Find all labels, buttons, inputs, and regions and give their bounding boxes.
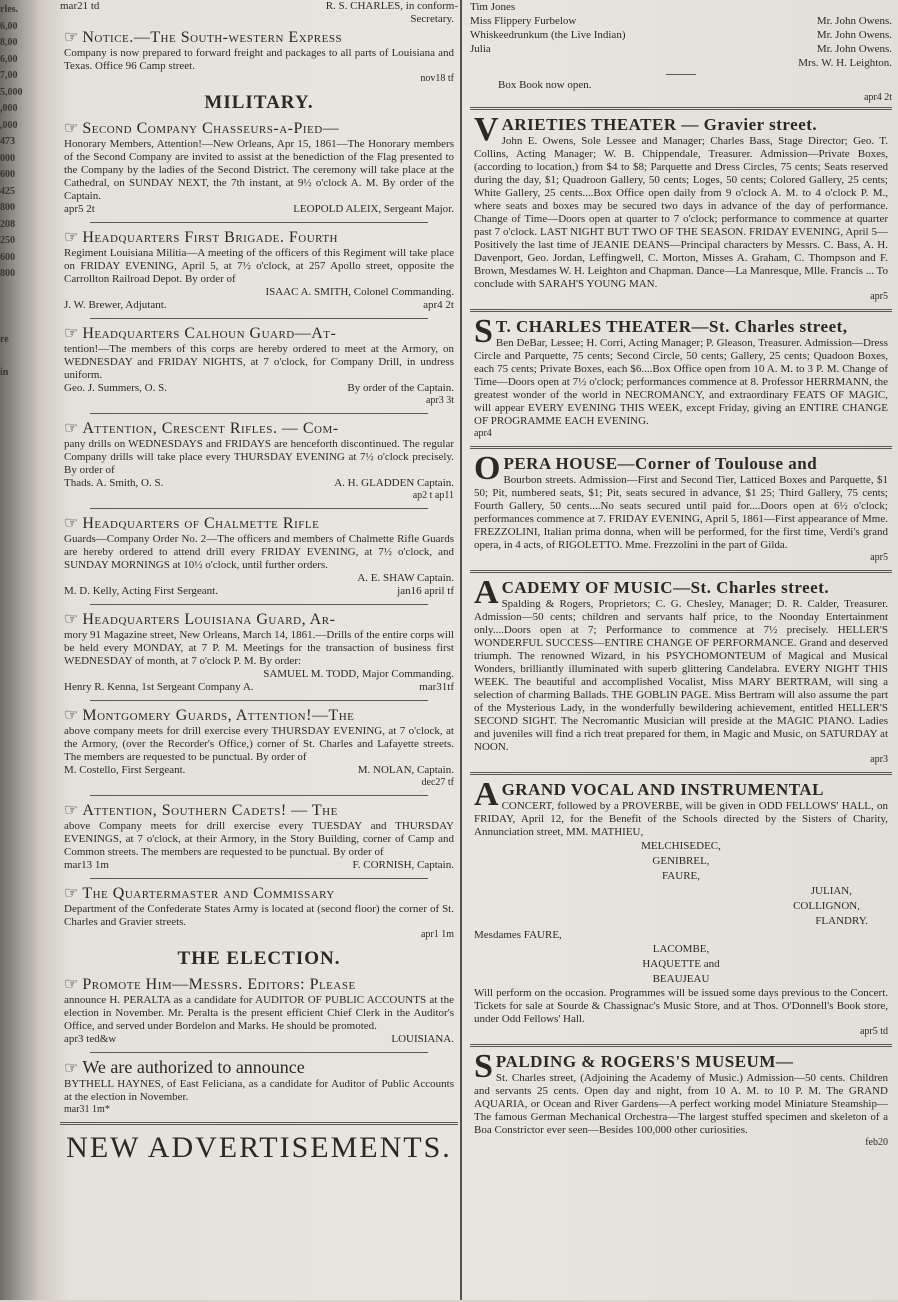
election-heading: THE ELECTION. bbox=[177, 948, 341, 969]
ad-left-sig: M. Costello, First Sergeant. bbox=[64, 764, 186, 776]
ad-title: Headquarters First Brigade. Fourth bbox=[82, 229, 338, 246]
ad-signature: A. E. SHAW Captain. bbox=[357, 572, 454, 584]
ad-title: Montgomery Guards, Attention!—The bbox=[82, 707, 355, 724]
ad-code: apr4 2t bbox=[863, 92, 892, 103]
ad-body: St. Charles street, (Adjoining the Academy of Music.) Admission—50 cents. Children and servants 25 cents. Open day and night, from 10 A. M. to 10 P. M. The GRAND AQUARIA, or Ocean and River Gardens—A perfect working model Miniature Steamship—The famous German Mechanical Orchestra—The largest stuffed specimen and skeleton of a Boa Constrictor ever seen—Besides 100,000 other curiosities. bbox=[474, 1072, 888, 1136]
louisiana-guard-ad bbox=[60, 608, 458, 697]
ad-body: Guards—Company Order No. 2—The officers and members of Chalmette Rifle Guards are hereby ordered to attend drill every FRIDAY EVENING, at 7½ o'clock, and SUNDAY MORNINGS at 10½ o'clock, until further orders. bbox=[64, 533, 454, 571]
divider bbox=[90, 508, 428, 509]
pointing-hand-icon: ☞ bbox=[64, 611, 79, 628]
ad-signature: ISAAC A. SMITH, Colonel Commanding. bbox=[265, 286, 454, 298]
ad-body-2: Will perform on the occasion. Programmes will be issued some days previous to the Concert. Tickets for sale at Sourde & Chassignac's Music Store, and at Thos. O'Donnell's Book store, under Odd Fellows' Hall. bbox=[474, 987, 888, 1025]
margin-fragment: ,000 bbox=[0, 103, 18, 114]
margin-fragment: 473 bbox=[0, 136, 15, 147]
top-fragment bbox=[60, 0, 458, 13]
divider bbox=[90, 878, 428, 879]
double-rule bbox=[470, 570, 892, 573]
drop-cap: S bbox=[474, 313, 493, 350]
cast-row bbox=[470, 14, 892, 28]
cast-row bbox=[470, 0, 892, 14]
left-margin-strip bbox=[0, 0, 46, 1302]
cast-role: Miss Flippery Furbelow bbox=[470, 15, 577, 27]
top-fragment-text: R. S. CHARLES, in conform- bbox=[325, 0, 458, 12]
margin-fragment: 208 bbox=[0, 218, 15, 230]
performer-name: COLLIGNON, bbox=[793, 900, 860, 912]
performer-name: BEAUJEAU bbox=[652, 973, 710, 985]
double-rule bbox=[470, 446, 892, 449]
ad-code: apr4 2t bbox=[423, 299, 454, 311]
ad-title: CADEMY OF MUSIC—St. Charles street. bbox=[501, 578, 830, 597]
ad-body: John E. Owens, Sole Lessee and Manager; Charles Bass, Stage Director; Geo. T. Collins, Acting Manager; W. B. Chippendale, Treasurer. Admission—Private Boxes, (according to location,) from $4 to $8; Parquette and Dress Circles, 75 cents; Seats reserved during the day, $1; Quadroon Gallery, 50 cents; Loges, 50 cents; Colored Gallery, 25 cents; White Gallery, 25 cents....Box Office open daily from 9 o'clock A. M. to 4 o'clock P. M., where seats and boxes may be secured two days in advance of the day of performance. Change of Time—Doors open at quarter to 7 o'clock; performance to commence at quarter past 7 o'clock. LAST NIGHT BUT TWO OF THE SEASON. FRIDAY EVENING, April 5—Positively the last time of JEANIE DEANS—Principal characters by Messrs. C. Bass, A. H. Davenport, Geo. Jordan, Leffingwell, C. Morton, Misses A. Graham, C. Thompson and F. Brown, Mesdames W. H. Leighton and Chapman. Dance—La Manresque, Mlle. Francis ... To conclude with SARAH'S YOUNG MAN. bbox=[474, 135, 888, 290]
margin-fragment: 600 bbox=[0, 169, 15, 180]
cast-list bbox=[470, 0, 892, 70]
pointing-hand-icon: ☞ bbox=[64, 707, 79, 724]
pointing-hand-icon: ☞ bbox=[64, 120, 79, 137]
ad-signature: LOUISIANA. bbox=[391, 1033, 454, 1045]
divider bbox=[90, 604, 428, 605]
ad-signature: LEOPOLD ALEIX, Sergeant Major. bbox=[293, 203, 454, 215]
ad-signature: By order of the Captain. bbox=[347, 382, 454, 394]
ad-body: BYTHELL HAYNES, of East Feliciana, as a candidate for Auditor of Public Accounts at the election in November. bbox=[64, 1078, 454, 1103]
margin-fragment: 6,00 bbox=[0, 20, 18, 32]
top-fragment-code: mar21 td bbox=[60, 0, 100, 12]
ad-code: mar13 1m bbox=[64, 859, 109, 871]
ad-left-sig: M. D. Kelly, Acting First Sergeant. bbox=[64, 585, 218, 597]
margin-fragment: rles. bbox=[0, 4, 19, 15]
margin-fragment: re bbox=[0, 334, 9, 345]
column-rule bbox=[460, 0, 462, 1300]
margin-fragment bbox=[0, 316, 46, 333]
ad-code: mar31 1m* bbox=[64, 1104, 110, 1115]
ad-title: ARIETIES THEATER — Gravier street. bbox=[501, 115, 818, 134]
ad-left-sig: Thads. A. Smith, O. S. bbox=[64, 477, 164, 489]
ad-body: Company is now prepared to forward freight and packages to all parts of Louisiana and Texas. Office 96 Camp street. bbox=[64, 47, 454, 72]
margin-fragment: 000 bbox=[0, 152, 15, 164]
margin-fragment bbox=[0, 283, 46, 300]
st-charles-theater-ad bbox=[470, 315, 892, 443]
margin-fragment: 425 bbox=[0, 185, 15, 197]
ad-left-sig: Henry R. Kenna, 1st Sergeant Company A. bbox=[64, 681, 254, 693]
margin-fragment bbox=[0, 398, 46, 415]
performer-name: GENIBREL, bbox=[652, 855, 710, 867]
ad-code: apr3 bbox=[870, 754, 888, 765]
margin-fragment: ,000 bbox=[0, 119, 18, 131]
ad-body: Spalding & Rogers, Proprietors; C. G. Chesley, Manager; D. R. Calder, Treasurer. Admission—50 cents; children and servants half price, to the Noonday Entertainment only....Doors open at 7; Performance to commence at 7½ precisely. HELLER'S WONDERFUL SUCCESS—ENTIRE CHANGE OF PERFORMANCE. Grand and deserved triumph. The renowned Wizard, in his PSYCHOMONTEUM of Magical and Musical Wonders, brilliantly illuminated with superb glittering Candelabra. EVERY NIGHT THIS WEEK. The beautiful and accomplished Vocalist, Miss MARY BERTRAM, will sing a selection of charming Ballads. THE GOBLIN PAGE. Miss Bertram will also assume the part of the Mysterious Lady, in the wonderfully bewildering achievement, entitled HELLER'S SECOND SIGHT. The Necromantic Musician will preside at the MAGIC PIANO. Ladies and juveniles will find a rich treat prepared for them, in Magic and Music, on SATURDAY at NOON. bbox=[474, 598, 888, 753]
box-book-note: Box Book now open. bbox=[498, 79, 592, 91]
drop-cap: O bbox=[474, 450, 501, 487]
promote-ad bbox=[60, 973, 458, 1049]
drop-cap: S bbox=[474, 1048, 493, 1085]
calhoun-ad bbox=[60, 322, 458, 410]
ad-title: T. CHARLES THEATER—St. Charles street, bbox=[495, 317, 848, 336]
ad-signature: M. NOLAN, Captain. bbox=[357, 764, 454, 776]
ad-body: mory 91 Magazine street, New Orleans, March 14, 1861.—Drills of the entire corps will be held every MONDAY, at 7 P. M. Meetings for the transaction of business first WEDNESDAY of month, at 7 o'clock P. M. By order: bbox=[64, 629, 454, 667]
ad-code: apr5 td bbox=[859, 1026, 888, 1037]
short-rule bbox=[666, 74, 696, 75]
ad-title: Headquarters of Chalmette Rifle bbox=[82, 515, 320, 532]
performer-name: FLANDRY. bbox=[815, 915, 868, 927]
cast-actor: Mr. John Owens. bbox=[816, 15, 892, 27]
drop-cap: A bbox=[474, 776, 499, 813]
ad-signature: SAMUEL M. TODD, Major Commanding. bbox=[263, 668, 454, 680]
ad-body: above Company meets for drill exercise every TUESDAY and THURSDAY EVENINGS, at 7 o'clock, at their Armory, in the Story Building, corner of Camp and Common streets. The members are requested to be punctual. By order of bbox=[64, 820, 454, 858]
drop-cap: V bbox=[474, 111, 499, 148]
performer-names bbox=[474, 839, 888, 929]
ad-title: PALDING & ROGERS'S MUSEUM— bbox=[495, 1052, 794, 1071]
ad-code: ap2 t ap11 bbox=[412, 490, 454, 501]
performer-names-2 bbox=[474, 942, 888, 987]
margin-fragment: 5,000 bbox=[0, 86, 23, 98]
ad-code: nov18 tf bbox=[420, 73, 454, 84]
ad-body: Honorary Members, Attention!—New Orleans, Apr 15, 1861—The Honorary members of the Second Company are invited to assist at the benediction of the Flag presented to the Company by the ladies of the Second District. The ceremony will take place at the Cathedral, on SUNDAY NEXT, the 7th instant, at 9½ o'clock A. M. By order of the Captain. bbox=[64, 138, 454, 202]
performer-name: FAURE, bbox=[662, 870, 700, 882]
mesdames-line: Mesdames FAURE, bbox=[474, 929, 562, 941]
first-brigade-ad bbox=[60, 226, 458, 315]
pointing-hand-icon: ☞ bbox=[64, 229, 79, 246]
double-rule bbox=[60, 1122, 458, 1125]
performer-name: HAQUETTE and bbox=[642, 958, 720, 970]
pointing-hand-icon: ☞ bbox=[64, 325, 79, 342]
ad-title: PERA HOUSE—Corner of Toulouse and bbox=[503, 454, 818, 473]
ad-code: apr5 2t bbox=[64, 203, 95, 215]
pointing-hand-icon: ☞ bbox=[64, 29, 79, 46]
ad-title: Headquarters Calhoun Guard—At- bbox=[82, 325, 337, 342]
notice-ad bbox=[60, 26, 458, 88]
pointing-hand-icon: ☞ bbox=[64, 976, 79, 993]
top-secretary: Secretary. bbox=[410, 13, 454, 25]
opera-house-ad bbox=[470, 452, 892, 567]
ad-title: Promote Him—Messrs. Editors: Please bbox=[82, 976, 356, 993]
double-rule bbox=[470, 1044, 892, 1047]
double-rule bbox=[470, 309, 892, 312]
cast-actor: Mrs. W. H. Leighton. bbox=[798, 57, 892, 69]
ad-body: announce H. PERALTA as a candidate for AUDITOR OF PUBLIC ACCOUNTS at the election in November. Mr. Peralta is the present efficient Chief Clerk in the Auditor's Office, and served under Bordelon and Marks. He should be promoted. bbox=[64, 994, 454, 1032]
cast-actor: Mr. John Owens. bbox=[816, 43, 892, 55]
divider bbox=[90, 700, 428, 701]
margin-fragment bbox=[0, 299, 46, 316]
cast-row bbox=[470, 56, 892, 70]
divider bbox=[90, 222, 428, 223]
ad-signature: F. CORNISH, Captain. bbox=[352, 859, 454, 871]
ad-title: We are authorized to announce bbox=[82, 1057, 305, 1077]
cast-row bbox=[470, 28, 892, 42]
ad-title: Attention, Southern Cadets! — The bbox=[82, 802, 338, 819]
ad-body: above company meets for drill exercise every THURSDAY EVENING, at 7 o'clock, at the Armory, (over the Recorder's Office,) corner of St. Charles and Lafayette streets. The members are requested to be punctual. By order of bbox=[64, 725, 454, 763]
performer-name: LACOMBE, bbox=[652, 943, 710, 955]
ad-code: feb20 bbox=[865, 1137, 888, 1148]
military-heading: MILITARY. bbox=[204, 92, 314, 113]
cast-actor: Mr. John Owens. bbox=[816, 29, 892, 41]
museum-ad bbox=[470, 1050, 892, 1152]
chasseurs-ad bbox=[60, 117, 458, 219]
ad-title: GRAND VOCAL AND INSTRUMENTAL bbox=[501, 780, 824, 799]
ad-code: jan16 april tf bbox=[397, 585, 454, 597]
ad-body: tention!—The members of this corps are hereby ordered to meet at the Armory, on WEDNESDAY and FRIDAY NIGHTS, at 7 o'clock, for Company Drill, in undress uniform. bbox=[64, 343, 454, 381]
right-column bbox=[470, 0, 892, 1300]
cast-row bbox=[470, 42, 892, 56]
cast-role: Whiskeedrunkum (the Live Indian) bbox=[470, 29, 626, 41]
ad-code: apr3 3t bbox=[425, 395, 454, 406]
ad-code: mar31tf bbox=[419, 681, 454, 693]
divider bbox=[90, 1052, 428, 1053]
double-rule bbox=[470, 772, 892, 775]
chalmette-ad bbox=[60, 512, 458, 601]
ad-title: The Quartermaster and Commissary bbox=[82, 885, 335, 902]
margin-fragment: 800 bbox=[0, 202, 15, 213]
divider bbox=[90, 795, 428, 796]
performer-name: MELCHISEDEC, bbox=[641, 840, 721, 852]
varieties-theater-ad bbox=[470, 113, 892, 306]
ad-left-sig: J. W. Brewer, Adjutant. bbox=[64, 299, 167, 311]
new-advertisements-heading: NEW ADVERTISEMENTS. bbox=[66, 1131, 452, 1164]
double-rule bbox=[470, 107, 892, 110]
cast-role: Tim Jones bbox=[470, 1, 516, 13]
margin-fragment bbox=[0, 382, 46, 399]
margin-fragment: in bbox=[0, 367, 9, 378]
drop-cap: A bbox=[474, 574, 499, 611]
crescent-ad bbox=[60, 417, 458, 505]
margin-fragment: 600 bbox=[0, 251, 15, 263]
margin-fragment bbox=[0, 349, 46, 366]
ad-title: Notice.—The South-western Express bbox=[82, 29, 343, 46]
ad-body: pany drills on WEDNESDAYS and FRIDAYS are henceforth discontinued. The regular Company drills will take place every THURSDAY EVENING at 7½ o'clock precisely. By order of bbox=[64, 438, 454, 476]
margin-fragment: 8,00 bbox=[0, 37, 18, 48]
ad-body: Ben DeBar, Lessee; H. Corri, Acting Manager; P. Gleason, Treasurer. Admission—Dress Circle and Parquette, 75 cents; Second Circle, 50 cents; Gallery, 25 cents; Quadoon Boxes, each 75 cents; Private Boxes, each $6....Box Office open from 10 A. M. to 3 P. M. Change of Time—Doors open at 7½ o'clock; performances commence at 8. Professor HERRMANN, the greatest wonder of the world in NECROMANCY, and extraordinary FEATS OF MAGIC, will appear EVERY EVENING THIS WEEK, except Friday, giving an ENTIRE CHANGE OF PROGRAMME EACH EVENING. bbox=[474, 337, 888, 427]
ad-body: Department of the Confederate States Army is located at (second floor) the corner of St. Charles and Gravier streets. bbox=[64, 903, 454, 928]
pointing-hand-icon: ☞ bbox=[64, 802, 79, 819]
ad-code: apr3 ted&w bbox=[64, 1033, 117, 1045]
montgomery-ad bbox=[60, 704, 458, 792]
margin-fragment bbox=[0, 415, 46, 432]
left-column bbox=[60, 0, 458, 1300]
ad-title: Second Company Chasseurs-a-Pied— bbox=[82, 120, 340, 137]
grand-concert-ad bbox=[470, 778, 892, 1041]
ad-left-sig: Geo. J. Summers, O. S. bbox=[64, 382, 167, 394]
ad-body: Regiment Louisiana Militia—A meeting of the officers of this Regiment will take place on FRIDAY EVENING, April 5, at 7½ o'clock, at 257 Apollo street, opposite the Carrollton Railroad Depot. By order of bbox=[64, 247, 454, 285]
authorized-ad bbox=[60, 1056, 458, 1119]
ad-code: apr1 1m bbox=[420, 929, 454, 940]
margin-fragment: 7,00 bbox=[0, 70, 18, 81]
pointing-hand-icon: ☞ bbox=[64, 885, 79, 902]
ad-code: apr4 bbox=[474, 428, 492, 439]
margin-fragment: 800 bbox=[0, 268, 15, 279]
ad-title: Attention, Crescent Rifles. — Com- bbox=[82, 420, 339, 437]
ad-signature: A. H. GLADDEN Captain. bbox=[334, 477, 454, 489]
performer-name: JULIAN, bbox=[810, 885, 852, 897]
ad-code: dec27 tf bbox=[421, 777, 454, 788]
quartermaster-ad bbox=[60, 882, 458, 944]
southern-cadets-ad bbox=[60, 799, 458, 875]
ad-title: Headquarters Louisiana Guard, Ar- bbox=[82, 611, 336, 628]
ad-code: apr5 bbox=[870, 552, 888, 563]
margin-fragment: 6,00 bbox=[0, 53, 18, 65]
ad-body: CONCERT, followed by a PROVERBE, will be given in ODD FELLOWS' HALL, on FRIDAY, April 12, for the Benefit of the Schools directed by the Sisters of Charity, Annunciation street, MM. MATHIEU, bbox=[474, 800, 888, 838]
margin-fragment: 250 bbox=[0, 235, 15, 246]
divider bbox=[90, 413, 428, 414]
ad-body: Bourbon streets. Admission—First and Second Tier, Latticed Boxes and Parquette, $1 50; Pit, numbered seats, $1; Pit, seats secured in advance, $1 25; Third Gallery, 75 cents; Fourth Gallery, 50 cents....No seats secured until paid for....Doors open at 6½ o'clock; performances commence at 7. FRIDAY EVENING, April 5, 1861—First appearance of Mme. FREZZOLINI, Italian prima donna, when will be performed, for the first time, Verdi's grand opera, in 4 acts, of RIGOLETTO. Mme. Frezzolini in the part of Gilda. bbox=[474, 474, 888, 551]
ad-code: apr5 bbox=[870, 291, 888, 302]
cast-role: Julia bbox=[470, 43, 491, 55]
pointing-hand-icon: ☞ bbox=[64, 515, 79, 532]
pointing-hand-icon: ☞ bbox=[64, 420, 79, 437]
academy-of-music-ad bbox=[470, 576, 892, 769]
pointing-hand-icon: ☞ bbox=[64, 1060, 79, 1077]
divider bbox=[90, 318, 428, 319]
